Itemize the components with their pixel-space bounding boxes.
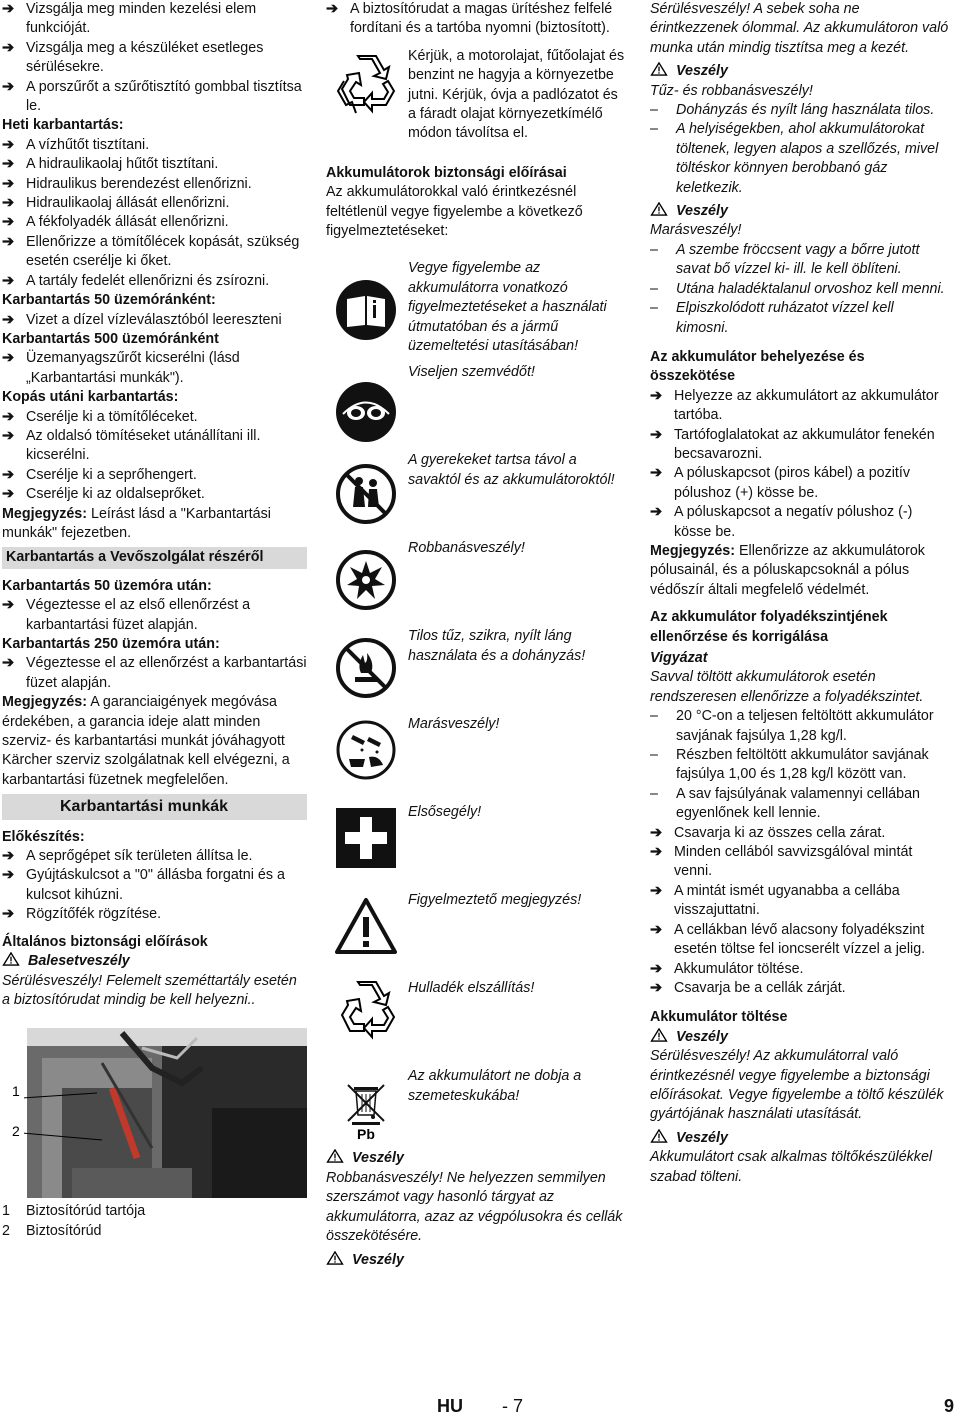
- work-heading: Karbantartási munkák: [2, 794, 307, 819]
- symbol-row: Hulladék elszállítás!: [326, 979, 628, 1067]
- no-children-icon: [335, 463, 397, 525]
- no-bin-icon: [336, 1081, 396, 1143]
- danger-1-label: Veszély: [326, 1149, 628, 1168]
- dash-item: – A sav fajsúlyának valamennyi cellában egyenlőnek kell lennie.: [650, 785, 920, 822]
- list-item: ➔ Hidraulikus berendezést ellenőrizni.: [2, 175, 307, 194]
- caution-label: Vigyázat: [650, 650, 708, 666]
- list-item: ➔ Csavarja ki az összes cella zárat.: [650, 824, 950, 843]
- list-item: ➔ Ellenőrizze a tömítőlécek kopását, szükség esetén cserélje ki őket.: [2, 233, 300, 270]
- column-left: [2, 0, 307, 1241]
- symbol-row: Marásveszély!: [326, 715, 628, 803]
- arrow-icon: ➔: [2, 486, 14, 503]
- symbol-row: Pb Az akkumulátort ne dobja a szemeteskukába!: [326, 1067, 628, 1147]
- dash-item: – A helyiségekben, ahol akkumulátorokat töltenek, legyen alapos a szellőzés, mivel töltéskor könnyen berobbanó gáz keletkezik.: [650, 121, 939, 196]
- list-item: ➔ Cserélje ki az oldalseprőket.: [2, 485, 307, 504]
- arrow-icon: ➔: [650, 921, 662, 938]
- arrow-icon: ➔: [2, 214, 14, 231]
- arrow-icon: ➔: [2, 408, 14, 425]
- list-item: ➔ Végeztesse el az ellenőrzést a karbantartási füzet alapján.: [2, 655, 307, 691]
- column-middle: [326, 0, 628, 1270]
- symbol-row: Robbanásveszély!: [326, 539, 628, 627]
- arrow-icon: ➔: [2, 1, 14, 17]
- insert-heading: Az akkumulátor behelyezése és összekötése: [650, 348, 865, 385]
- danger-d-label: Veszély: [650, 1129, 950, 1148]
- dash-item: – 20 °C-on a teljesen feltöltött akkumulátor savjának fajsúlya 1,28 kg/l.: [650, 708, 934, 744]
- note-1: Megjegyzés: Leírást lásd a "Karbantartási munkák" fejezetben.: [2, 505, 271, 541]
- danger-a-label: Veszély: [650, 62, 950, 81]
- legend-item: 2 Biztosítórúd: [2, 1222, 102, 1239]
- photo-label-2: 2: [12, 1123, 20, 1140]
- symbol-row: Figyelmeztető megjegyzés!: [326, 891, 628, 979]
- weekly-heading: Heti karbantartás:: [2, 117, 124, 134]
- danger-c-text: Sérülésveszély! Az akkumulátorral való érintkezésnél vegye figyelembe a biztonsági előírásokat. Vegye figyelembe a töltő készülék gyártójának használati utasítását.: [650, 1048, 944, 1123]
- no-fire-icon: [335, 637, 397, 699]
- fluid-heading: Az akkumulátor folyadékszintjének ellenőrzése és korrigálása: [650, 609, 888, 645]
- list-item: ➔ A cellákban lévő alacsony folyadékszint esetén töltse fel ioncserélt vízzel a jelig.: [650, 921, 926, 958]
- wear-heading: Kopás utáni karbantartás:: [2, 389, 179, 406]
- caution-text: Savval töltött akkumulátorok esetén rendszeresen ellenőrizze a folyadékszintet.: [650, 669, 924, 705]
- warning-triangle-icon: [326, 1149, 344, 1163]
- arrow-icon: ➔: [2, 78, 14, 95]
- maintenance-50-heading: Karbantartás 50 üzemóránként:: [2, 292, 216, 309]
- arrow-icon: ➔: [650, 979, 662, 996]
- danger-a-list: [650, 101, 950, 198]
- arrow-icon: ➔: [2, 311, 14, 328]
- list-item: ➔ A póluskapcsot a negatív pólushoz (-) kösse be.: [650, 504, 913, 540]
- footer-language: HU: [437, 1396, 463, 1416]
- intro-text: Sérülésveszély! A sebek soha ne érintkezzenek ólommal. Az akkumulátoron való munka után mindig tisztítsa meg a kezét.: [650, 1, 949, 56]
- arrow-icon: ➔: [2, 427, 14, 444]
- list-item: ➔ Minden cellából savvizsgálóval mintát venni.: [650, 844, 913, 880]
- dash-item: – Részben feltöltött akkumulátor savjának fajsúlya 1,00 és 1,28 kg/l között van.: [650, 747, 929, 783]
- explosion-icon: [335, 549, 397, 611]
- danger-c-label: Veszély: [650, 1028, 950, 1047]
- list-item: ➔ Az oldalsó tömítéseket utánállítani ill. kicserélni.: [2, 427, 261, 464]
- list-item: ➔ Vizet a dízel vízleválasztóból leereszteni: [2, 311, 307, 330]
- warning-triangle-icon: [326, 1251, 344, 1265]
- manual-icon: [335, 279, 397, 341]
- list-item: ➔ Vizsgálja meg a készüléket esetleges sérülésekre.: [2, 39, 264, 76]
- service-50-heading: Karbantartás 50 üzemóra után:: [2, 577, 212, 594]
- symbol-row: Vegye figyelembe az akkumulátorra vonatkozó figyelmeztetéseket a használati útmutatóban és a jármű üzemeltetési utasításában!: [326, 259, 628, 363]
- danger-b-text: Marásveszély!: [650, 222, 742, 239]
- prep-heading: Előkészítés:: [2, 828, 85, 845]
- legend-item: 1 Biztosítórúd tartója: [2, 1203, 146, 1220]
- danger-a-text: Tűz- és robbanásveszély!: [650, 82, 813, 99]
- arrow-icon: ➔: [2, 233, 14, 250]
- warning-triangle-icon: [650, 62, 668, 76]
- arrow-icon: ➔: [650, 387, 662, 404]
- list-item: ➔ Cserélje ki a tömítőléceket.: [2, 408, 307, 427]
- warning-triangle-icon: [650, 202, 668, 216]
- general-safety-heading: Általános biztonsági előírások: [2, 933, 208, 950]
- environment-text: Kérjük, a motorolajat, fűtőolajat és benzint ne hagyja a környezetbe jutni. Kérjük, óvja a padlózatot és a fáradt olajat környezetkímélő módon távolítsa el.: [408, 47, 625, 142]
- symbol-row: Elsősegély!: [326, 803, 628, 891]
- footer-page-number: 9: [944, 1396, 955, 1416]
- danger-2-label: Veszély: [326, 1251, 628, 1270]
- list-item: ➔ Vizsgálja meg minden kezelési elem funkcióját.: [2, 1, 257, 37]
- dash-item: – Elpiszkolódott ruházatot vízzel kell kimosni.: [650, 300, 894, 336]
- arrow-icon: ➔: [2, 195, 14, 212]
- accident-warning: Balesetveszély: [2, 952, 307, 971]
- arrow-icon: ➔: [2, 350, 14, 367]
- list-item: ➔ A fékfolyadék állását ellenőrizni.: [2, 213, 307, 232]
- note: Megjegyzés: Ellenőrizze az akkumulátorok pólusainál, és a póluskapcsoknál a pólus védőszír általi megfelelő védelmét.: [650, 542, 925, 598]
- arrow-icon: ➔: [650, 504, 662, 521]
- warning-icon: [334, 897, 398, 955]
- maintenance-500-list: [2, 349, 307, 388]
- list-item: ➔ Akkumulátor töltése.: [650, 960, 950, 979]
- battery-safety-heading: Akkumulátorok biztonsági előírásai: [326, 164, 567, 181]
- arrow-icon: ➔: [2, 156, 14, 173]
- charge-heading: Akkumulátor töltése: [650, 1009, 788, 1026]
- safety-rod-photo: [2, 1028, 307, 1198]
- service-250-list: [2, 654, 307, 693]
- list-item: ➔ A porszűrőt a szűrőtisztító gombbal tisztítsa le.: [2, 78, 302, 115]
- weekly-list: [2, 136, 307, 291]
- arrow-icon: ➔: [2, 136, 14, 153]
- arrow-icon: ➔: [650, 465, 662, 482]
- list-item: ➔ Tartófoglalatokat az akkumulátor fenekén becsavarozni.: [650, 426, 935, 462]
- warning-triangle-icon: [650, 1129, 668, 1143]
- corrosive-icon: [335, 719, 397, 781]
- symbol-row: A gyerekeket tartsa távol a savaktól és az akkumulátoroktól!: [326, 451, 628, 539]
- goggles-icon: [335, 381, 397, 443]
- list-item: ➔ A vízhűtőt tisztítani.: [2, 136, 307, 155]
- top-item: ➔ A biztosítórudat a magas ürítéshez felfelé fordítani és a tartóba nyomni (biztosított).: [326, 1, 613, 37]
- column-right: [650, 0, 950, 1187]
- list-item: ➔ Cserélje ki a seprőhengert.: [2, 466, 307, 485]
- warning-triangle-icon: [650, 1028, 668, 1042]
- list-item: ➔ Helyezze az akkumulátort az akkumulátor tartóba.: [650, 387, 939, 424]
- list-item: ➔ A tartály fedelét ellenőrizni és zsírozni.: [2, 272, 307, 291]
- battery-intro: Az akkumulátorokkal való érintkezésnél feltétlenül vegye figyelembe a következő figyelmeztetéseket:: [326, 184, 583, 240]
- arrow-icon: ➔: [2, 272, 14, 289]
- recycle-icon: [334, 53, 398, 117]
- arrow-icon: ➔: [650, 824, 662, 841]
- dash-item: – A szembe fröccsent vagy a bőrre jutott savat bő vízzel ki- ill. le kell öblíteni.: [650, 241, 920, 278]
- arrow-icon: ➔: [2, 867, 14, 884]
- list-item: ➔ A póluskapcsot (piros kábel) a pozitív pólushoz (+) kösse be.: [650, 465, 911, 501]
- maintenance-50-list: [2, 311, 307, 330]
- symbol-row: Tilos tűz, szikra, nyílt láng használata és a dohányzás!: [326, 627, 628, 715]
- arrow-icon: ➔: [2, 597, 14, 614]
- insert-list: [650, 387, 950, 542]
- service-heading: Karbantartás a Vevőszolgálat részéről: [2, 547, 307, 568]
- list-item: ➔ Üzemanyagszűrőt kicserélni (lásd „Karbantartási munkák").: [2, 350, 240, 386]
- list-item: ➔ Csavarja be a cellák zárját.: [650, 979, 950, 998]
- list-item: ➔ Gyújtáskulcsot a "0" állásba forgatni és a kulcsot kihúzni.: [2, 867, 285, 903]
- photo-legend: [2, 1202, 307, 1241]
- arrow-icon: ➔: [2, 175, 14, 192]
- fluid-list: [650, 824, 950, 999]
- warning-triangle-icon: [2, 952, 20, 966]
- wear-list: [2, 408, 307, 505]
- list-item: ➔ A hidraulikaolaj hűtőt tisztítani.: [2, 155, 307, 174]
- daily-list: [2, 0, 307, 116]
- danger-1-text: Robbanásveszély! Ne helyezzen semmilyen szerszámot vagy hasonló tárgyat az akkumulátorra, azaz az végpólusokra és cellák összekötésére.: [326, 1169, 623, 1245]
- symbol-table: [326, 259, 628, 1147]
- danger-b-label: Veszély: [650, 202, 950, 221]
- symbol-row: Viseljen szemvédőt!: [326, 363, 628, 451]
- danger-d-text: Akkumulátort csak alkalmas töltőkészülékkel szabad tölteni.: [650, 1149, 933, 1185]
- arrow-icon: ➔: [650, 844, 662, 861]
- accident-text: Sérülésveszély! Felemelt szeméttartály esetén a biztosítórudat mindig be kell helyezni..: [2, 972, 297, 1008]
- dash-item: – Utána haladéktalanul orvoshoz kell menni.: [650, 280, 945, 297]
- list-item: ➔ A mintát ismét ugyanabba a cellába visszajuttatni.: [650, 882, 900, 919]
- first-aid-icon: [335, 807, 397, 869]
- environment-notice: [326, 47, 628, 144]
- service-250-heading: Karbantartás 250 üzemóra után:: [2, 636, 220, 652]
- arrow-icon: ➔: [2, 39, 14, 56]
- service-50-list: [2, 596, 307, 635]
- pb-label: Pb: [357, 1126, 375, 1143]
- footer-page-local: - 7: [502, 1396, 524, 1416]
- recycle-icon: [334, 979, 398, 1043]
- dash-item: – Dohányzás és nyílt láng használata tilos.: [650, 102, 935, 119]
- note-2: Megjegyzés: A garanciaigények megóvása érdekében, a garancia ideje alatt minden szerviz- és karbantartási munkát jóváhagyott Kärcher szerviz szolgálatnak kell elvégezni, a karbantartási füzetnek megfelelően.: [2, 694, 290, 788]
- list-item: ➔ Hidraulikaolaj állását ellenőrizni.: [2, 194, 307, 213]
- arrow-icon: ➔: [2, 466, 14, 483]
- arrow-icon: ➔: [650, 882, 662, 899]
- arrow-icon: ➔: [2, 655, 14, 672]
- fluid-dash-list: [650, 707, 950, 823]
- list-item: ➔ Rögzítőfék rögzítése.: [2, 905, 307, 924]
- arrow-icon: ➔: [650, 426, 662, 443]
- danger-b-list: [650, 241, 950, 338]
- maintenance-500-heading: Karbantartás 500 üzemóránként: [2, 330, 219, 347]
- photo-label-1: 1: [12, 1083, 20, 1100]
- list-item: ➔ Végeztesse el az első ellenőrzést a karbantartási füzet alapján.: [2, 597, 251, 633]
- arrow-icon: ➔: [2, 906, 14, 923]
- list-item: ➔ A seprőgépet sík területen állítsa le.: [2, 847, 307, 866]
- arrow-icon: ➔: [650, 960, 662, 977]
- arrow-icon: ➔: [2, 848, 14, 865]
- prep-list: [2, 847, 307, 925]
- machine-photo-illustration: [2, 1028, 307, 1198]
